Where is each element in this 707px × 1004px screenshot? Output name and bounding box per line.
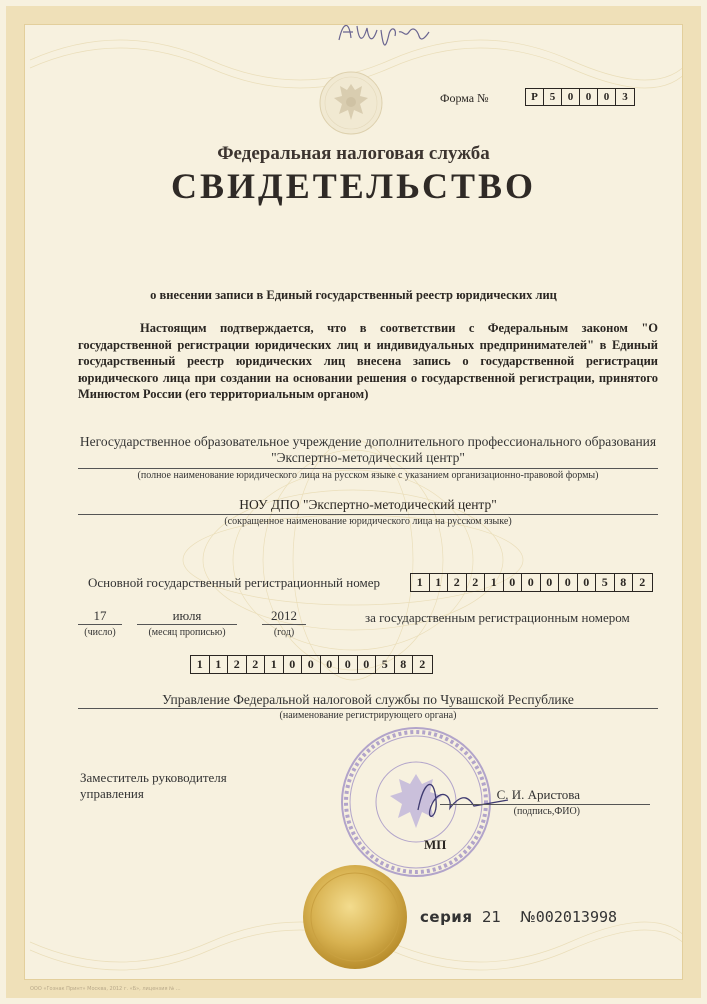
ogrn-digit: 0 <box>541 574 560 591</box>
year-underline <box>262 624 306 625</box>
registration-month: июля <box>172 608 202 623</box>
entity-full-name: Негосударственное образовательное учреждение дополнительного профессионального образования "Экспертно-методический центр" <box>79 434 657 465</box>
grn-digit: 0 <box>358 656 377 673</box>
grn-digit: 2 <box>247 656 266 673</box>
form-code <box>525 88 635 106</box>
number-sign: № <box>520 908 536 926</box>
form-code-cell: 3 <box>622 91 628 103</box>
grn-digit: 5 <box>376 656 395 673</box>
ogrn-digit: 2 <box>467 574 486 591</box>
form-code-cell: 0 <box>562 89 580 105</box>
grn-digit: 1 <box>191 656 210 673</box>
ogrn-digit: 0 <box>578 574 597 591</box>
printer-footer: ООО «Гознак Принт» Москва, 2012 г. «Б», лицензия № ... <box>30 986 181 992</box>
ogrn-digit: 2 <box>639 575 646 589</box>
ogrn-digit: 8 <box>615 574 634 591</box>
stamp-mark: МП <box>424 837 447 852</box>
grn-digit: 0 <box>321 656 340 673</box>
ogrn-digit: 1 <box>430 574 449 591</box>
authority-underline <box>78 708 658 709</box>
grn-digit: 0 <box>284 656 303 673</box>
grn-digit: 8 <box>395 656 414 673</box>
ogrn-label: Основной государственный регистрационный номер <box>88 575 380 590</box>
ogrn-number <box>410 573 653 592</box>
certificate-number: 002013998 <box>535 908 618 926</box>
ogrn-digit: 1 <box>411 574 430 591</box>
ogrn-digit: 1 <box>485 574 504 591</box>
ogrn-digit: 0 <box>559 574 578 591</box>
agency-name: Федеральная налоговая служба <box>217 143 490 164</box>
ogrn-digit: 2 <box>448 574 467 591</box>
grn-digit: 2 <box>228 656 247 673</box>
under-number-text: за государственным регистрационным номером <box>365 610 630 625</box>
grn-digit: 0 <box>339 656 358 673</box>
eagle-emblem-watermark <box>318 70 384 136</box>
registration-day: 17 <box>93 608 107 623</box>
ogrn-digit: 0 <box>504 574 523 591</box>
form-code-cell: 5 <box>544 89 562 105</box>
registration-year: 2012 <box>271 608 297 623</box>
form-code-cell: 0 <box>598 89 616 105</box>
signatory-name: С. И. Аристова <box>496 787 580 802</box>
handwritten-note <box>333 12 433 52</box>
day-caption: (число) <box>84 627 116 638</box>
day-underline <box>78 624 122 625</box>
full-name-caption: (полное наименование юридического лица на русском языке с указанием организационно-правовой формы) <box>137 470 599 481</box>
ogrn-digit: 5 <box>596 574 615 591</box>
series-value: 21 <box>482 908 502 926</box>
year-caption: (год) <box>273 627 295 638</box>
full-name-underline <box>78 468 658 469</box>
registering-authority: Управление Федеральной налоговой службы по Чувашской Республике <box>162 692 574 707</box>
grn-digit: 1 <box>210 656 229 673</box>
short-name-underline <box>78 514 658 515</box>
form-code-cell: Р <box>526 89 544 105</box>
main-text: Настоящим подтверждается, что в соответствии с Федеральным законом "О государственной регистрации юридических лиц и индивидуальных предпринимателей" в Единый государственный реестр юридических лиц внесена запись о государственной регистрации юридического лица при создании на основании решения о государственной регистрации, принятого Минюстом России (его территориальным органом) <box>78 321 658 402</box>
grn-digit: 0 <box>302 656 321 673</box>
month-caption: (месяц прописью) <box>148 627 226 638</box>
grn-digit: 1 <box>265 656 284 673</box>
month-underline <box>137 624 237 625</box>
form-label: Форма № <box>440 91 489 105</box>
hologram-seal <box>300 862 410 972</box>
authority-caption: (наименование регистрирующего органа) <box>279 710 457 721</box>
grn-number <box>190 655 433 674</box>
entity-short-name: НОУ ДПО "Экспертно-методический центр" <box>239 497 497 512</box>
signature-underline <box>440 804 650 805</box>
series-label: серия <box>420 908 473 926</box>
certificate-subtitle: о внесении записи в Единый государственный реестр юридических лиц <box>150 288 557 302</box>
signature-caption: (подпись,ФИО) <box>513 806 580 817</box>
certificate-title: СВИДЕТЕЛЬСТВО <box>170 166 537 206</box>
short-name-caption: (сокращенное наименование юридического лица на русском языке) <box>224 516 512 527</box>
grn-digit: 2 <box>419 657 426 671</box>
form-code-cell: 0 <box>580 89 598 105</box>
ogrn-digit: 0 <box>522 574 541 591</box>
signatory-position: Заместитель руководителя управления <box>80 770 227 801</box>
series-number <box>420 908 617 926</box>
